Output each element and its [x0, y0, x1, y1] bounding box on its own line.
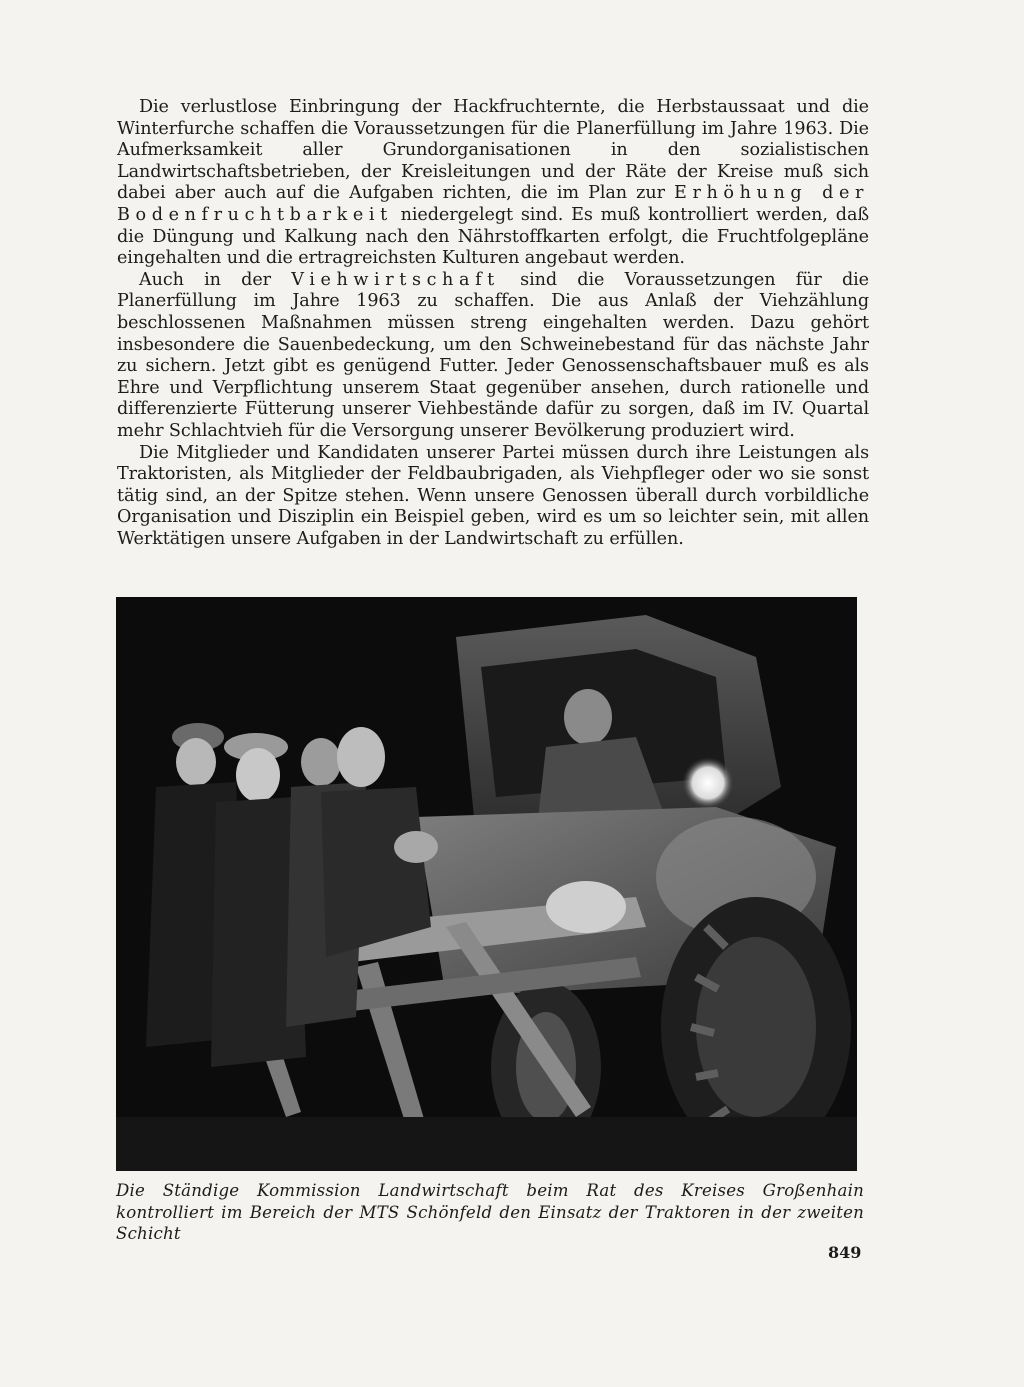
paragraph-3-text: Die Mitglieder und Kandidaten unserer Partei müssen durch ihre Leistungen als Traktoristen, als Mitglieder der Feldbaubrigaden, als Viehpfleger oder wo sie sonst tätig sind, an der Spitze stehen. Wenn unsere Genossen überall durch vorbildliche Organisation und Disziplin ein Beispiel geben, wird es um so leichter sein, mit allen Werktätigen unsere Aufgaben in der Landwirtschaft zu erfüllen.	[117, 442, 869, 549]
paragraph-3	[117, 443, 869, 551]
page-number: 849	[828, 1243, 862, 1262]
emphasis-viehwirtschaft: Viehwirtschaft	[291, 269, 500, 290]
paragraph-2-part-2: sind die Voraussetzungen für die Planerfüllung im Jahre 1963 zu schaffen. Die aus Anlaß der Viehzählung beschlossenen Maßnahmen müssen streng eingehalten werden. Dazu gehört insbesondere die Sauenbedeckung, um den Schweinebestand für das nächste Jahr zu sichern. Jetzt gibt es genügend Futter. Jeder Genossenschaftsbauer muß es als Ehre und Verpflichtung unserem Staat gegenüber ansehen, durch rationelle und differenzierte Fütterung unserer Viehbestände dafür zu sorgen, daß im IV. Quartal mehr Schlachtvieh für die Versorgung unserer Bevölkerung produziert wird.	[117, 269, 869, 441]
paragraph-1-part-1: Die verlustlose Einbringung der Hackfruchternte, die Herbstaussaat und die Winterfurche schaffen die Voraussetzungen für die Planerfüllung im Jahre 1963. Die Aufmerksamkeit aller Grundorganisationen in den sozialistischen Landwirtschaftsbetrieben, der Kreisleitungen und der Räte der Kreise muß sich dabei aber auch auf die Aufgaben richten, die im Plan zur	[117, 97, 869, 204]
paragraph-2-part-1: Auch in der	[139, 269, 292, 290]
paragraph-1-part-2: niedergelegt sind. Es muß kontrolliert werden, daß die Düngung und Kalkung nach den Nährstoffkarten erfolgt, die Fruchtfolgepläne eingehalten und die ertragreichsten Kulturen angebaut werden.	[117, 204, 869, 269]
emphasis-bodenfruchtbarkeit: Erhöhung der Bodenfruchtbarkeit	[117, 183, 869, 225]
paragraph-1	[117, 97, 869, 270]
paragraph-2	[117, 270, 869, 443]
tractor-photo	[116, 597, 857, 1171]
body-text	[117, 97, 869, 550]
tractor-photo-illustration	[116, 597, 857, 1171]
photo-caption: Die Ständige Kommission Landwirtschaft beim Rat des Kreises Großenhain kontrolliert im Bereich der MTS Schönfeld den Einsatz der Traktoren in der zweiten Schicht	[116, 1181, 864, 1244]
